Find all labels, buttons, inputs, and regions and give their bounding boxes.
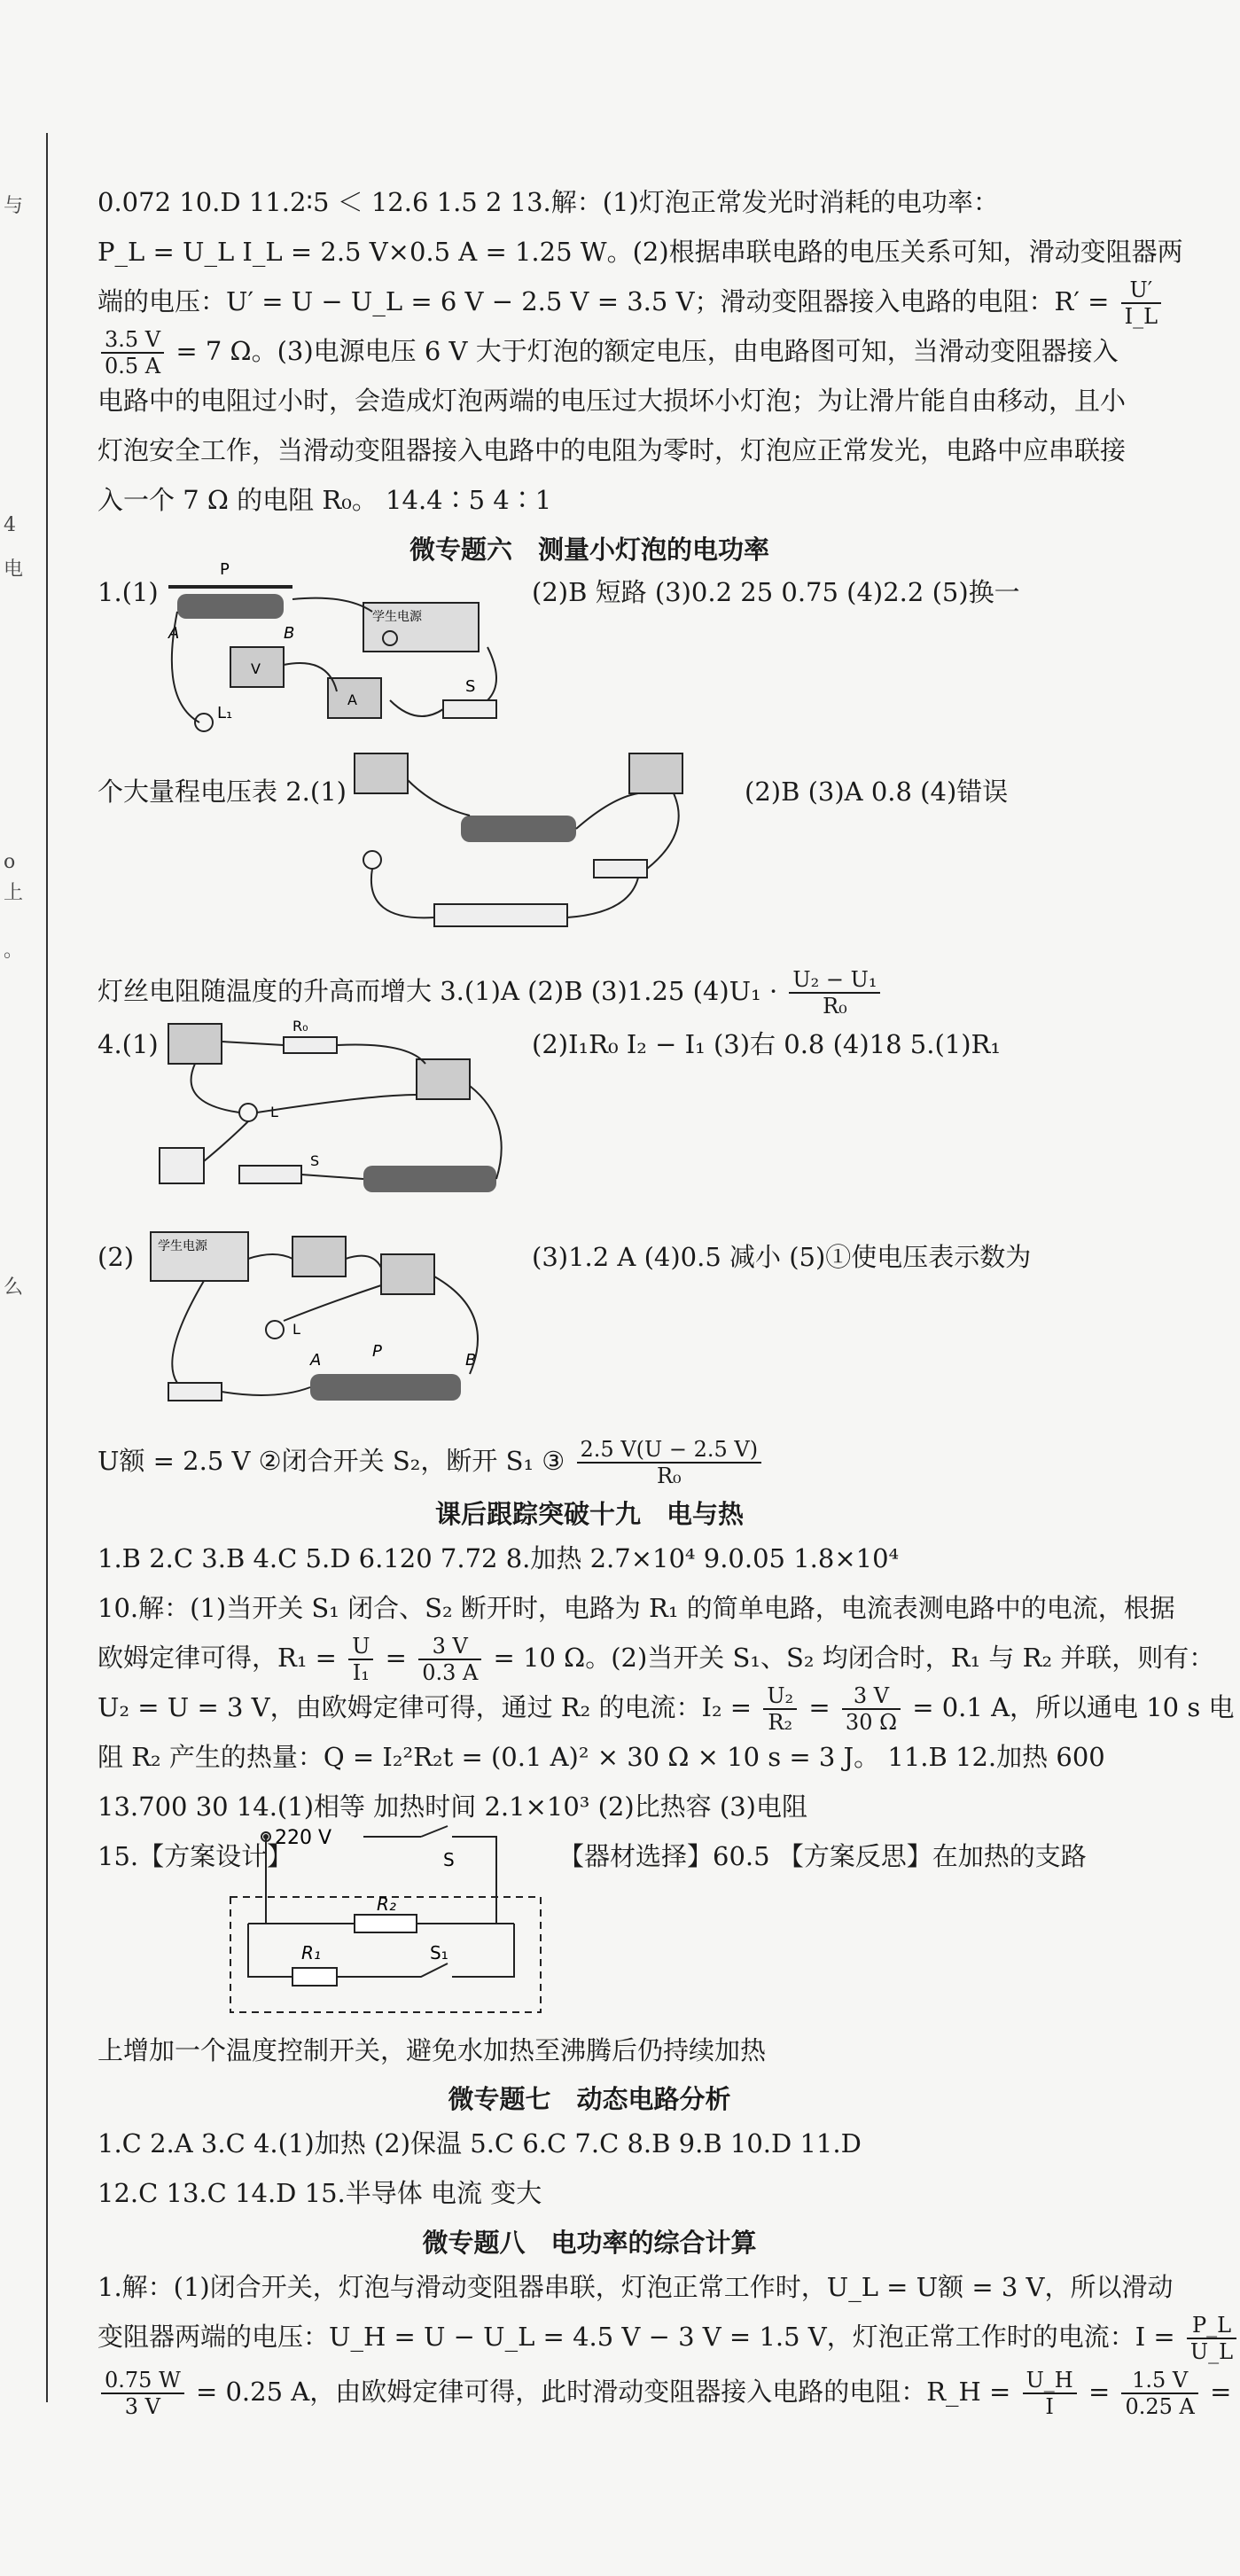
text-span: 变阻器两端的电压：U_H = U − U_L = 4.5 V − 3 V = 1.5 V，灯泡正常工作时的电流：I =: [97, 2322, 1175, 2352]
rheostat: [177, 594, 284, 619]
label-a-end: A: [168, 624, 180, 643]
text-span: =: [1210, 2377, 1232, 2407]
label-s: S: [310, 1152, 320, 1169]
section-title: 微专题七 动态电路分析: [448, 2084, 731, 2114]
text-span: =: [385, 1643, 407, 1673]
fraction: [348, 1634, 373, 1685]
label-s: S: [465, 677, 476, 696]
circuit-diagram-4: [151, 1015, 523, 1219]
text-line: [97, 966, 884, 1019]
circuit-diagram-2: [346, 745, 718, 940]
text-span: 端的电压：U′ = U − U_L = 6 V − 2.5 V = 3.5 V；滑动变阻器接入电路的电阻：R′ =: [97, 286, 1110, 316]
question-label: 4.(1): [97, 1029, 159, 1059]
section-title: 课后跟踪突破十九 电与热: [434, 1499, 744, 1529]
denominator: I_L: [1124, 304, 1158, 329]
text-span: 灯丝电阻随温度的升高而增大 3.(1)A (2)B (3)1.25 (4)U₁ ·: [97, 976, 778, 1006]
text-line: 10.解：(1)当开关 S₁ 闭合、S₂ 断开时，电路为 R₁ 的简单电路，电流表测电路中的电流，根据: [97, 1593, 1175, 1623]
text-line: 【器材选择】60.5 【方案反思】在加热的支路: [558, 1841, 1087, 1871]
text-line: 入一个 7 Ω 的电阻 R₀。 14.4∶5 4∶1: [97, 485, 552, 515]
fraction: [1121, 2368, 1197, 2419]
text-line: 电路中的电阻过小时，会造成灯泡两端的电压过大损坏小灯泡；为让滑片能自由移动，且小: [97, 386, 1127, 416]
resistor-r1: [292, 1968, 337, 1986]
numerator: P_L: [1187, 2313, 1236, 2339]
fraction: [1023, 2368, 1077, 2419]
edge-char: 4: [4, 514, 16, 536]
text-span: = 10 Ω。(2)当开关 S₁、S₂ 均闭合时，R₁ 与 R₂ 并联，则有：: [493, 1643, 1215, 1673]
resistor-r2: [355, 1915, 417, 1932]
denominator: I₁: [352, 1660, 370, 1685]
text-line: 12.C 13.C 14.D 15.半导体 电流 变大: [97, 2178, 542, 2208]
question-label: 1.(1): [97, 577, 159, 607]
denominator: 30 Ω: [845, 1710, 897, 1735]
denominator: I: [1045, 2394, 1054, 2419]
text-span: = 0.25 A，由欧姆定律可得，此时滑动变阻器接入电路的电阻：R_H =: [195, 2377, 1011, 2407]
circuit-diagram-1: [151, 560, 523, 753]
label-voltage: 220 V: [275, 1827, 332, 1849]
text-line: 1.B 2.C 3.B 4.C 5.D 6.120 7.72 8.加热 2.7×10⁴ 9.0.05 1.8×10⁴: [97, 1543, 900, 1573]
edge-char: o: [4, 851, 16, 873]
text-line: [97, 326, 1119, 379]
switch: [443, 700, 496, 718]
fraction: [1187, 2313, 1236, 2364]
edge-char: 么: [4, 1276, 24, 1299]
label-a-end: A: [310, 1351, 322, 1370]
circuit-diagram-5: [151, 1232, 523, 1427]
text-line: 灯泡安全工作，当滑动变阻器接入电路中的电阻为零时，灯泡应正常发光，电路中应串联接: [97, 435, 1127, 465]
text-line: 13.700 30 14.(1)相等 加热时间 2.1×10³ (2)比热容 (3)电阻: [97, 1791, 807, 1822]
label-p: P: [372, 1342, 382, 1361]
numerator: 3 V: [842, 1683, 901, 1710]
label-b-end: B: [284, 624, 295, 643]
question-label: (2): [97, 1242, 135, 1272]
text-span: 欧姆定律可得，R₁ =: [97, 1643, 337, 1673]
fraction: [1121, 277, 1161, 329]
label-source: 学生电源: [372, 610, 422, 624]
numerator: U₂ − U₁: [789, 967, 880, 994]
numerator: U′: [1121, 277, 1161, 304]
label-a: A: [347, 691, 357, 708]
text-line: [97, 1682, 1234, 1735]
denominator: 0.25 A: [1125, 2394, 1195, 2419]
numerator: 3.5 V: [101, 327, 164, 354]
fraction: [842, 1683, 901, 1735]
text-line: 上增加一个温度控制开关，避免水加热至沸腾后仍持续加热: [97, 2035, 767, 2065]
fraction: [101, 327, 164, 379]
fraction: [418, 1634, 481, 1685]
numerator: 1.5 V: [1121, 2368, 1197, 2394]
text-span: U₂ = U = 3 V，由欧姆定律可得，通过 R₂ 的电流：I₂ =: [97, 1692, 753, 1722]
label-r0: R₀: [292, 1018, 308, 1034]
edge-char: 上: [4, 882, 24, 904]
binding-margin-line: [46, 133, 48, 2402]
numerator: U₂: [763, 1683, 797, 1710]
text-line: (2)B 短路 (3)0.2 25 0.75 (4)2.2 (5)换一: [532, 577, 1020, 607]
fraction: [101, 2368, 184, 2419]
text-line: 0.072 10.D 11.2∶5 ＜ 12.6 1.5 2 13.解：(1)灯泡正常发光时消耗的电功率：: [97, 187, 999, 217]
label-b-end: B: [465, 1351, 477, 1370]
label-p: P: [220, 560, 230, 579]
text-line: [97, 2312, 1240, 2364]
text-line: [97, 1633, 1214, 1685]
text-span: U额 = 2.5 V ②闭合开关 S₂，断开 S₁ ③: [97, 1446, 565, 1476]
denominator: R₂: [768, 1710, 793, 1735]
label-l: L: [292, 1321, 300, 1338]
numerator: 0.75 W: [101, 2368, 184, 2394]
denominator: 3 V: [124, 2394, 160, 2419]
text-line: 1.解：(1)闭合开关，灯泡与滑动变阻器串联，灯泡正常工作时，U_L = U额 = 3 V，所以滑动: [97, 2272, 1174, 2302]
text-line: [97, 2367, 1231, 2419]
denominator: U_L: [1189, 2339, 1234, 2364]
denominator: R₀: [823, 994, 847, 1019]
edge-char: 与: [4, 195, 24, 217]
text-line: 个大量程电压表 2.(1): [97, 777, 347, 807]
text-span: =: [808, 1692, 831, 1722]
heater-circuit-diagram: [230, 1826, 550, 2021]
text-line: 阻 R₂ 产生的热量：Q = I₂²R₂t = (0.1 A)² × 30 Ω × 10 s = 3 J。 11.B 12.加热 600: [97, 1742, 1105, 1772]
numerator: 3 V: [418, 1634, 481, 1660]
edge-char: 电: [4, 558, 24, 581]
denominator: 0.5 A: [105, 354, 161, 379]
text-line: (2)I₁R₀ I₂ − I₁ (3)右 0.8 (4)18 5.(1)R₁: [532, 1029, 1001, 1059]
text-line: [97, 1436, 765, 1488]
label-source: 学生电源: [158, 1239, 207, 1253]
label-r1: R₁: [301, 1942, 321, 1963]
text-line: (3)1.2 A (4)0.5 减小 (5)①使电压表示数为: [532, 1242, 1032, 1272]
fraction: [763, 1683, 797, 1735]
label-s: S: [443, 1849, 455, 1870]
label-s1: S₁: [430, 1942, 448, 1963]
label-v: V: [251, 660, 261, 677]
label-l: L: [270, 1104, 278, 1120]
text-line: 1.C 2.A 3.C 4.(1)加热 (2)保温 5.C 6.C 7.C 8.B 9.B 10.D 11.D: [97, 2128, 862, 2158]
text-span: = 7 Ω。(3)电源电压 6 V 大于灯泡的额定电压，由电路图可知，当滑动变阻器接入: [175, 336, 1119, 366]
label-r2: R₂: [377, 1893, 396, 1915]
text-line: P_L = U_L I_L = 2.5 V×0.5 A = 1.25 W。(2)根据串联电路的电压关系可知，滑动变阻器两: [97, 237, 1183, 267]
label-l1: L₁: [217, 704, 233, 722]
fraction: [789, 967, 880, 1019]
section-title: 微专题六 测量小灯泡的电功率: [409, 535, 769, 565]
edge-char: 。: [4, 940, 24, 962]
numerator: U: [348, 1634, 373, 1660]
numerator: U_H: [1023, 2368, 1077, 2394]
numerator: 2.5 V(U − 2.5 V): [577, 1437, 762, 1464]
denominator: 0.3 A: [422, 1660, 479, 1685]
section-title: 微专题八 电功率的综合计算: [422, 2228, 757, 2258]
text-span: =: [1088, 2377, 1111, 2407]
denominator: R₀: [656, 1464, 682, 1488]
text-line: (2)B (3)A 0.8 (4)错误: [745, 777, 1009, 807]
fraction: [577, 1437, 762, 1488]
text-line: [97, 277, 1165, 329]
text-line: 15.【方案设计】: [97, 1841, 293, 1871]
text-span: = 0.1 A，所以通电 10 s 电: [912, 1692, 1235, 1722]
